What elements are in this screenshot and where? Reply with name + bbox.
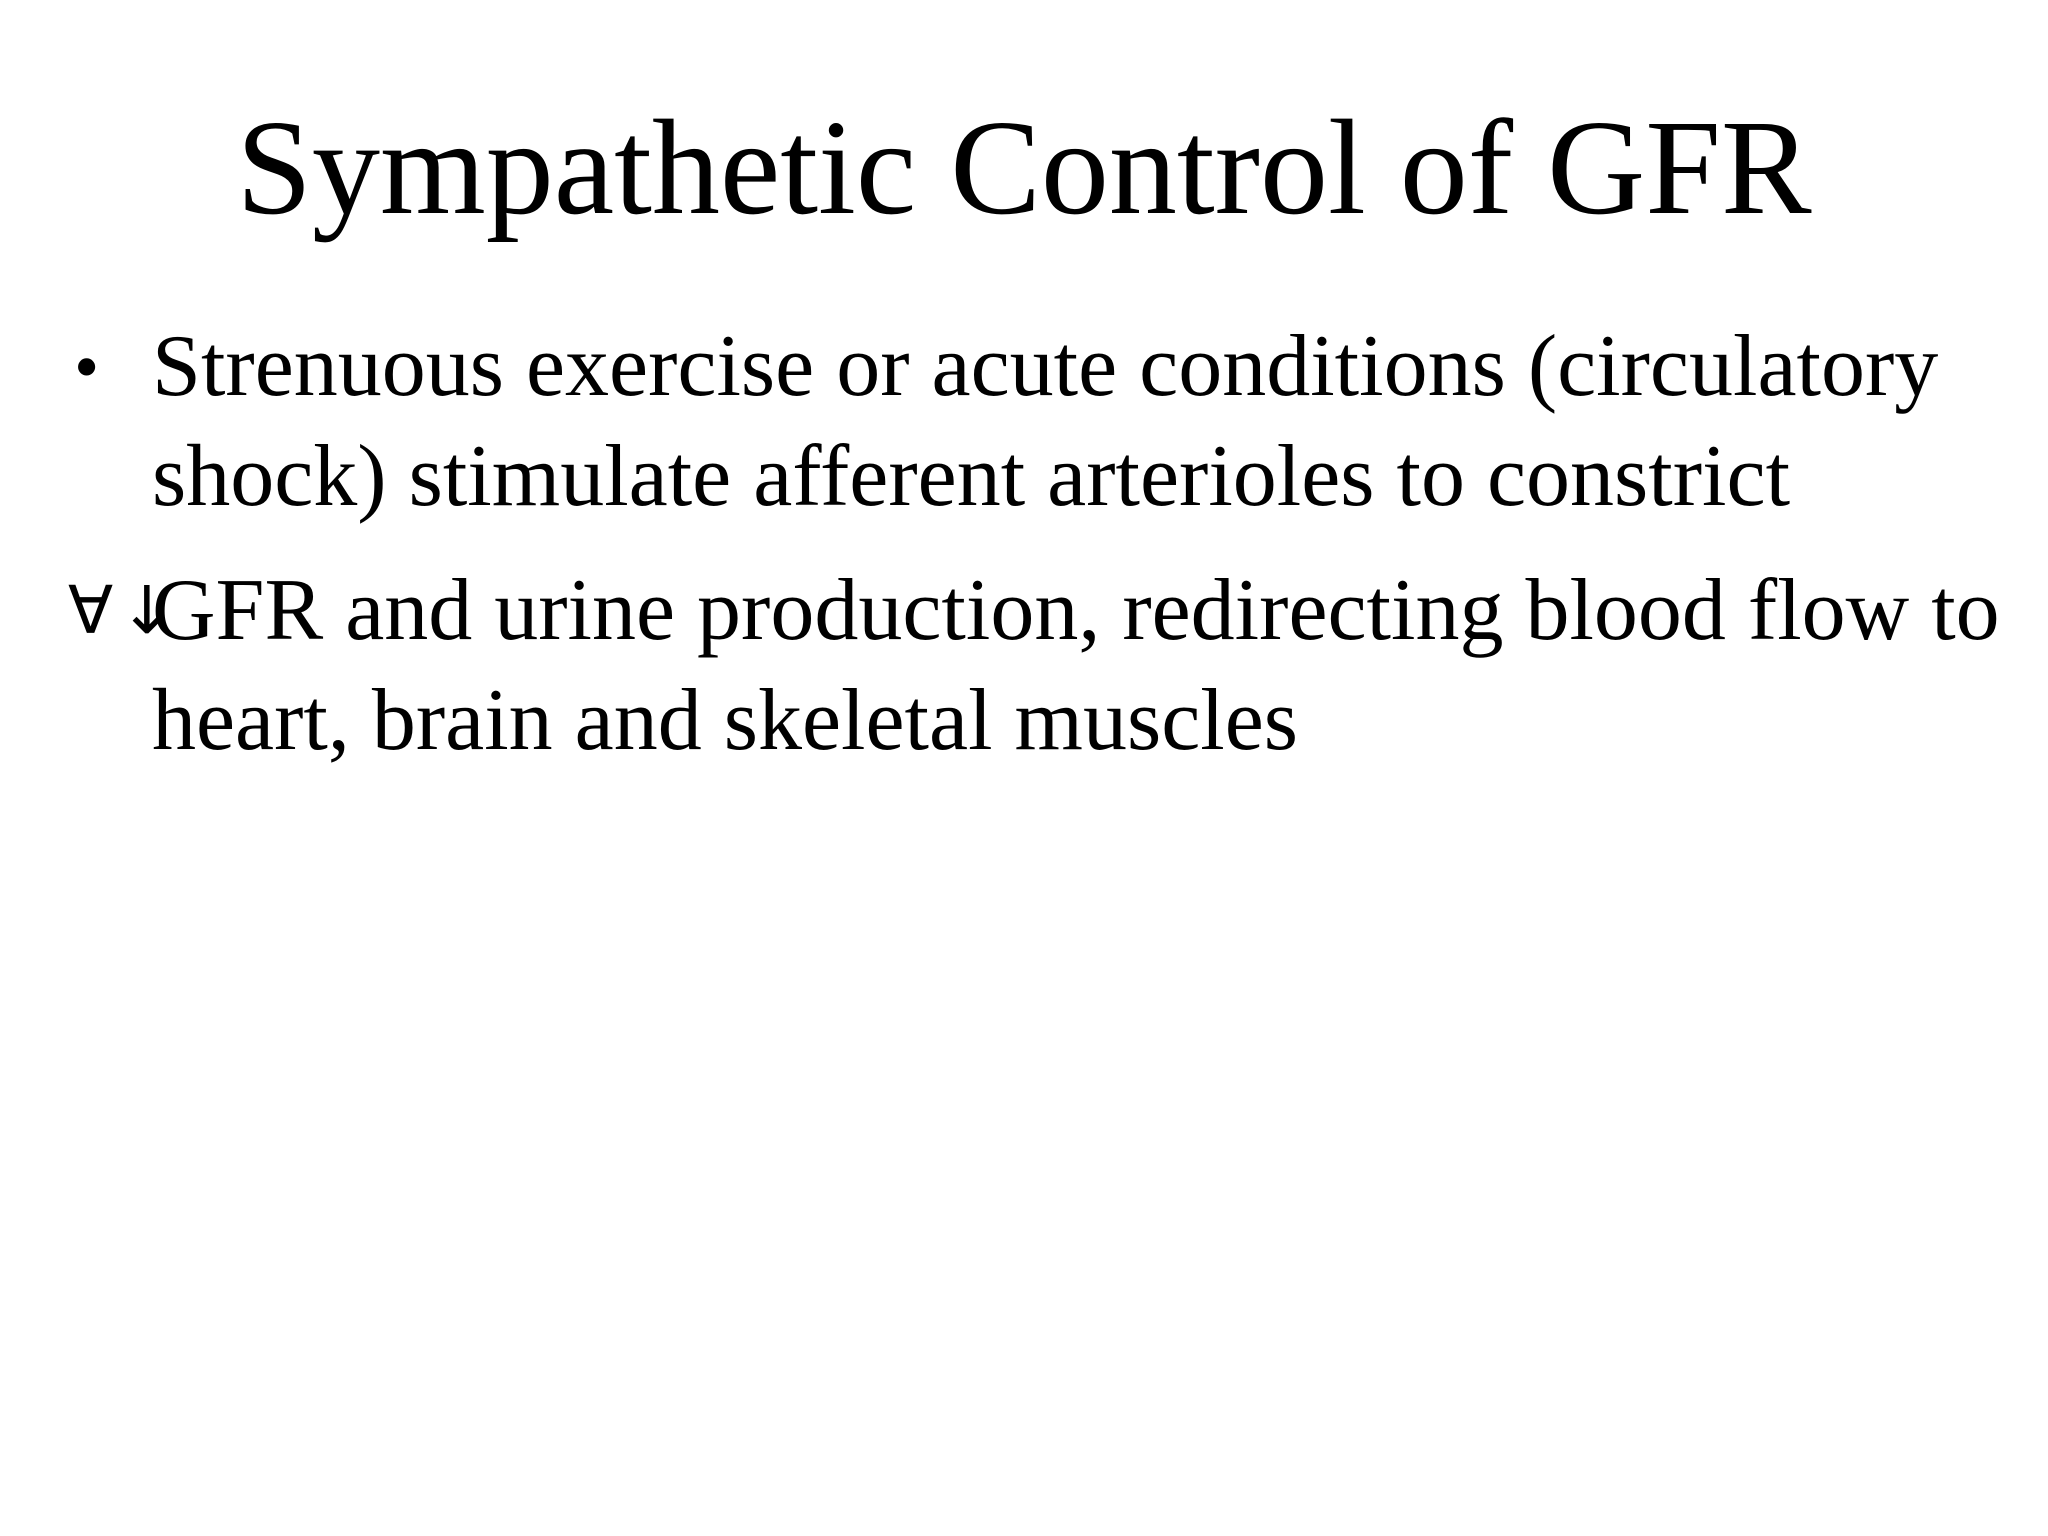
bullet-item <box>72 312 2012 532</box>
bullet-list <box>68 312 2012 800</box>
bullet-text: GFR and urine production, redirecting blood flow to heart, brain and skeletal muscles <box>152 562 2000 769</box>
forall-down-arrow-icon: ∀↓ <box>68 572 181 649</box>
slide-title: Sympathetic Control of GFR <box>236 93 1812 243</box>
bullet-text: Strenuous exercise or acute conditions (circulatory shock) stimulate afferent arterioles to constrict <box>152 318 1939 525</box>
bullet-item <box>68 556 2012 776</box>
bullet-dot-icon: • <box>74 327 100 407</box>
